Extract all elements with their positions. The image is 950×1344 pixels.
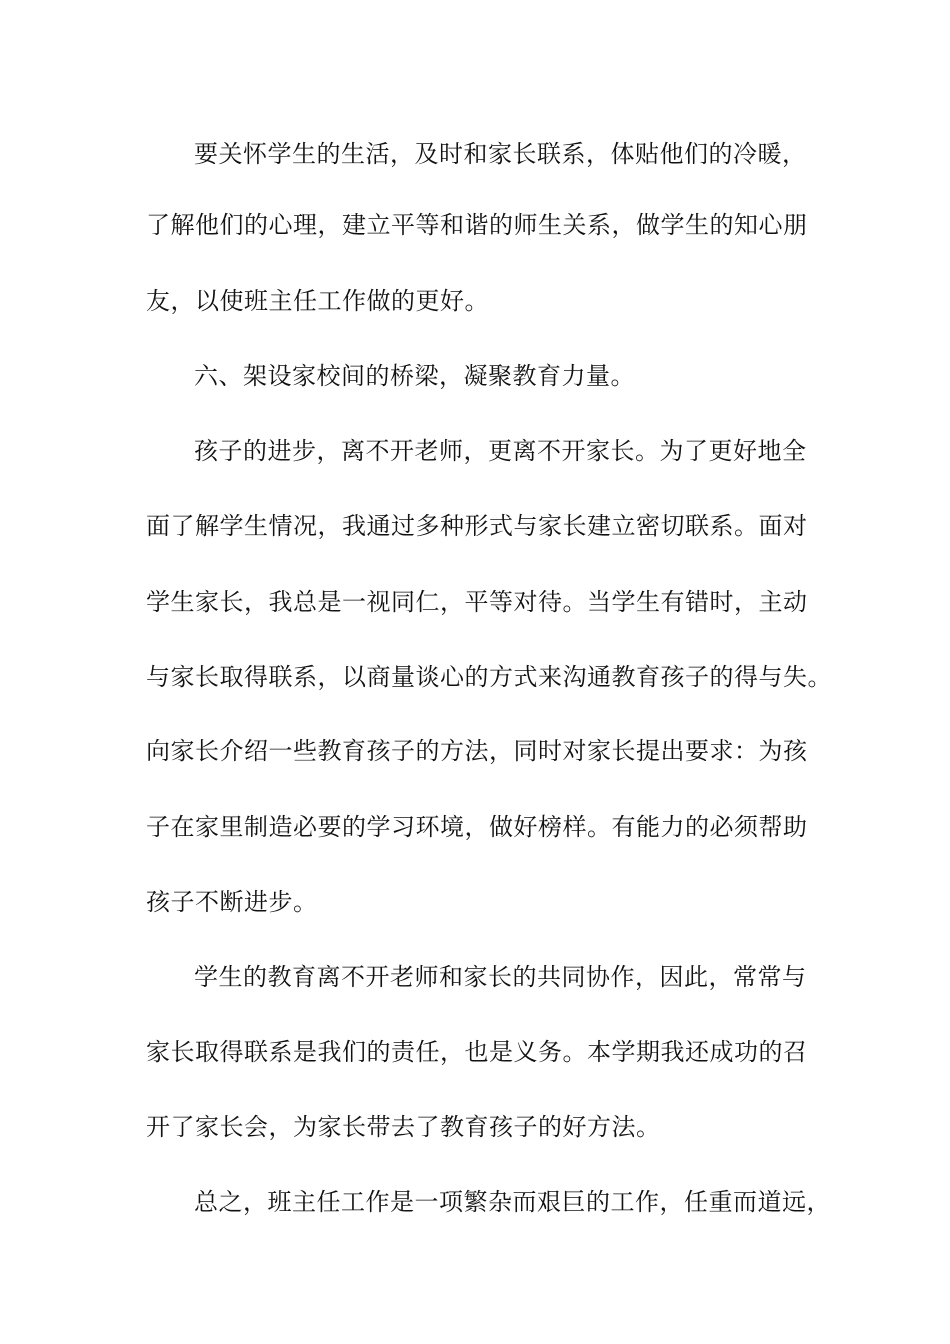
- paragraph-line: 开了家长会，为家长带去了教育孩子的好方法。: [146, 1113, 661, 1141]
- paragraph-line: 学生的教育离不开老师和家长的共同协作，因此，常常与: [194, 963, 807, 991]
- paragraph-line: 家长取得联系是我们的责任，也是义务。本学期我还成功的召: [146, 1038, 808, 1066]
- paragraph-line: 面了解学生情况，我通过多种形式与家长建立密切联系。面对: [146, 512, 808, 540]
- paragraph-line: 与家长取得联系，以商量谈心的方式来沟通教育孩子的得与失。: [146, 663, 832, 691]
- paragraph-line: 子在家里制造必要的学习环境，做好榜样。有能力的必须帮助: [146, 813, 808, 841]
- paragraph-line: 向家长介绍一些教育孩子的方法，同时对家长提出要求：为孩: [146, 737, 808, 765]
- paragraph-line: 孩子不断进步。: [146, 888, 318, 916]
- paragraph-line: 要关怀学生的生活，及时和家长联系，体贴他们的冷暖，: [194, 140, 807, 168]
- paragraph-line: 友，以使班主任工作做的更好。: [146, 287, 489, 315]
- paragraph-line: 了解他们的心理，建立平等和谐的师生关系，做学生的知心朋: [146, 211, 808, 239]
- section-heading: 六、架设家校间的桥梁，凝聚教育力量。: [194, 362, 635, 390]
- paragraph-line: 孩子的进步，离不开老师，更离不开家长。为了更好地全: [194, 437, 807, 465]
- paragraph-line: 总之，班主任工作是一项繁杂而艰巨的工作，任重而道远，: [194, 1188, 831, 1216]
- paragraph-line: 学生家长，我总是一视同仁，平等对待。当学生有错时，主动: [146, 588, 808, 616]
